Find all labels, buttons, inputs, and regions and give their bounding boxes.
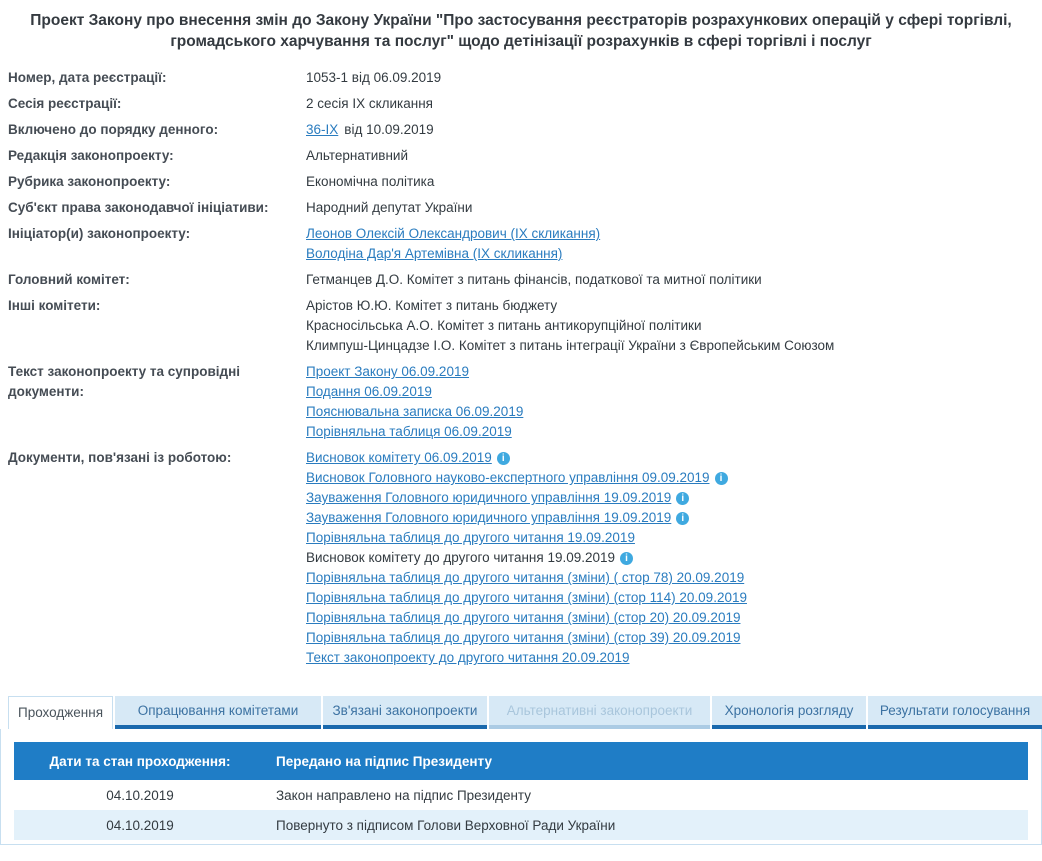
info-row-subject (8, 198, 1042, 218)
tab-review-chronology[interactable]: Хронологія розгляду (712, 696, 866, 729)
committee-line: Климпуш-Цинцадзе І.О. Комітет з питань інтеграції України з Європейським Союзом (306, 338, 835, 353)
page-title: Проект Закону про внесення змін до Закону України "Про застосування реєстраторів розрахункових операцій у сфері торгівлі, громадського харчування та послуг" щодо детінізації розрахунків в сфері торгівлі і послуг (30, 12, 1012, 50)
field-value: Народний депутат України (306, 200, 473, 215)
status-date: 04.10.2019 (14, 810, 266, 840)
info-icon[interactable]: i (497, 452, 510, 465)
tab-committee-processing[interactable]: Опрацювання комітетами (115, 696, 321, 729)
work-document-link[interactable]: Порівняльна таблиця до другого читання (зміни) ( стор 78) 20.09.2019 (306, 570, 745, 585)
info-icon[interactable]: i (620, 552, 633, 565)
field-label: Інші комітети: (8, 298, 101, 313)
field-label: Документи, пов'язані із роботою: (8, 450, 232, 465)
field-value: Гетманцев Д.О. Комітет з питань фінансів, податкової та митної політики (306, 272, 762, 287)
field-label: Сесія реєстрації: (8, 96, 122, 111)
info-row-session (8, 94, 1042, 114)
info-row-redaction (8, 146, 1042, 166)
status-date: 04.10.2019 (106, 787, 174, 803)
info-row-documents (8, 362, 1042, 442)
field-label: Номер, дата реєстрації: (8, 70, 167, 85)
initiator-link[interactable]: Леонов Олексій Олександрович (IX скликання) (306, 226, 601, 241)
field-value: Економічна політика (306, 174, 435, 189)
field-value (306, 448, 747, 668)
field-label: Включено до порядку денного: (8, 122, 219, 137)
agenda-date-text: від 10.09.2019 (344, 122, 434, 137)
field-value (306, 224, 600, 264)
work-document-link[interactable]: Зауваження Головного юридичного управління 19.09.2019 (306, 490, 672, 505)
status-table (14, 742, 1028, 840)
info-row-other-committees (8, 296, 1042, 356)
document-link[interactable]: Подання 06.09.2019 (306, 384, 432, 399)
document-link[interactable]: Порівняльна таблиця 06.09.2019 (306, 424, 512, 439)
table-row (14, 810, 1028, 840)
work-document-link[interactable]: Текст законопроекту до другого читання 20.09.2019 (306, 650, 630, 665)
field-label: Головний комітет: (8, 272, 130, 287)
tab-alternative-bills: Альтернативні законопроекти (489, 696, 710, 729)
document-link[interactable]: Проект Закону 06.09.2019 (306, 364, 469, 379)
tab-prohodzhennia[interactable]: Проходження (8, 696, 113, 729)
field-value: 1053-1 від 06.09.2019 (306, 70, 442, 85)
info-row-agenda (8, 120, 1042, 140)
work-document-link[interactable]: Зауваження Головного юридичного управління 19.09.2019 (306, 510, 672, 525)
info-row-initiators (8, 224, 1042, 264)
info-icon[interactable]: i (676, 512, 689, 525)
tab-panel-prohodzhennia (0, 729, 1042, 845)
agenda-number-link[interactable]: 36-IX (306, 122, 339, 137)
work-document-link[interactable]: Порівняльна таблиця до другого читання 19.09.2019 (306, 530, 635, 545)
initiator-link[interactable]: Володіна Дар'я Артемівна (IX скликання) (306, 246, 563, 261)
work-document-link[interactable]: Порівняльна таблиця до другого читання (зміни) (стор 114) 20.09.2019 (306, 590, 747, 605)
field-value: 2 сесія IX скликання (306, 96, 433, 111)
committee-line: Арістов Ю.Ю. Комітет з питань бюджету (306, 298, 558, 313)
status-table-header-row (14, 742, 1028, 780)
field-label: Рубрика законопроекту: (8, 174, 171, 189)
work-document-link[interactable]: Висновок Головного науково-експертного управління 09.09.2019 (306, 470, 710, 485)
field-value (306, 120, 434, 140)
work-document-link[interactable]: Висновок комітету 06.09.2019 (306, 450, 492, 465)
info-row-rubric (8, 172, 1042, 192)
status-text: Повернуто з підписом Голови Верховної Ради України (266, 810, 1028, 840)
field-value (306, 362, 523, 442)
work-document-link[interactable]: Порівняльна таблиця до другого читання (зміни) (стор 39) 20.09.2019 (306, 630, 741, 645)
table-row (14, 780, 1028, 810)
info-icon[interactable]: i (715, 472, 728, 485)
info-icon[interactable]: i (676, 492, 689, 505)
info-row-registration (8, 68, 1042, 88)
committee-line: Красносільська А.О. Комітет з питань антикорупційної політики (306, 318, 702, 333)
document-link[interactable]: Пояснювальна записка 06.09.2019 (306, 404, 524, 419)
info-row-main-committee (8, 270, 1042, 290)
status-table-header-status: Передано на підпис Президенту (266, 742, 1028, 780)
work-document-link[interactable]: Порівняльна таблиця до другого читання (зміни) (стор 20) 20.09.2019 (306, 610, 741, 625)
field-label: Редакція законопроекту: (8, 148, 174, 163)
field-label: Ініціатор(и) законопроекту: (8, 226, 191, 241)
work-document-text: Висновок комітету до другого читання 19.09.2019 (306, 550, 616, 565)
field-value: Альтернативний (306, 148, 409, 163)
tab-voting-results[interactable]: Результати голосування (868, 696, 1042, 729)
tab-related-bills[interactable]: Зв'язані законопроекти (323, 696, 487, 729)
field-value (306, 296, 834, 356)
field-label: Суб'єкт права законодавчої ініціативи: (8, 200, 269, 215)
field-label: Текст законопроекту та супровідні документи: (8, 364, 240, 399)
bill-info-list (0, 68, 1042, 668)
info-row-work-documents (8, 448, 1042, 668)
status-text: Закон направлено на підпис Президенту (276, 787, 532, 803)
tab-bar (0, 696, 1042, 729)
status-table-header-dates: Дати та стан проходження: (14, 742, 266, 780)
